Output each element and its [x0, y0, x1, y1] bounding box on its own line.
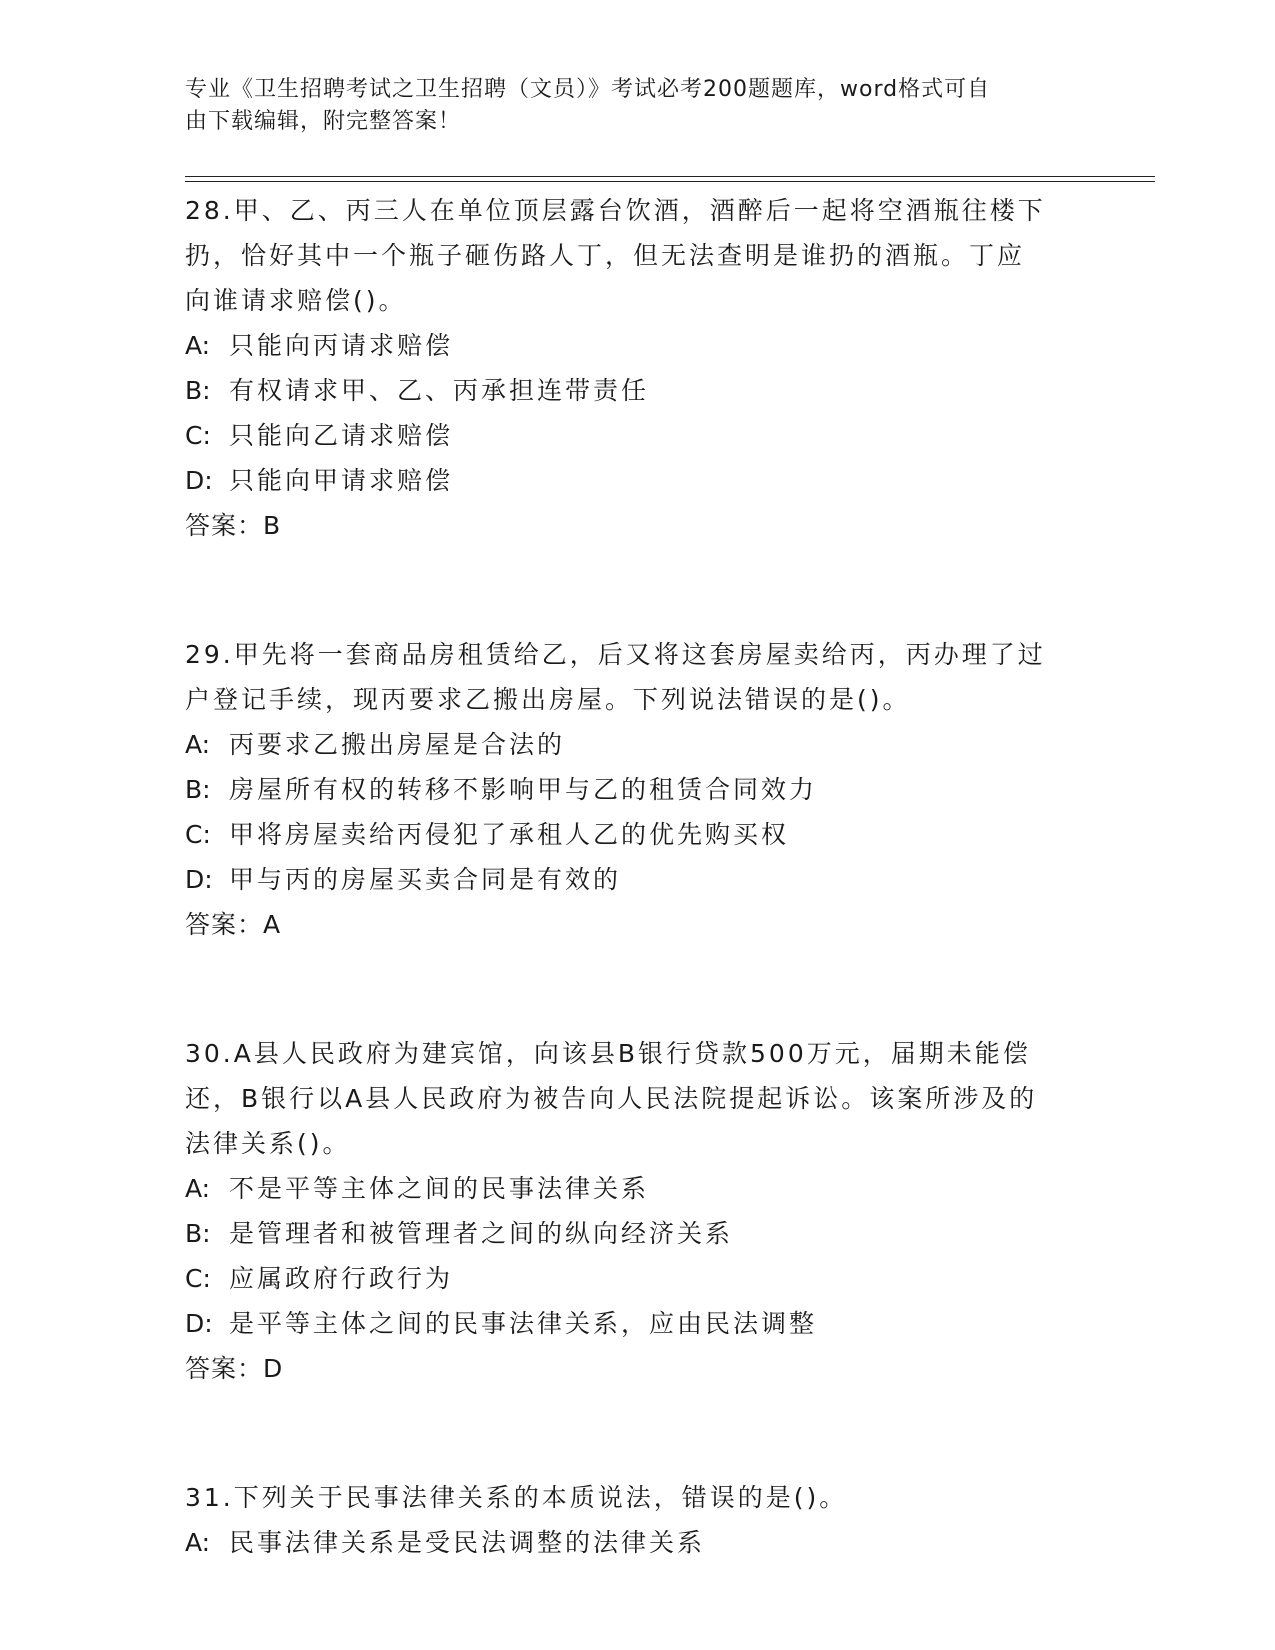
- header-divider-top: [185, 176, 1155, 177]
- question-stem: [185, 1031, 1085, 1166]
- question-stem: [185, 188, 1085, 323]
- option-text: 只能向甲请求赔偿: [229, 466, 454, 495]
- document-header: [185, 74, 1085, 138]
- stem-line: 法律关系()。: [185, 1129, 351, 1158]
- stem-line: 28.甲、乙、丙三人在单位顶层露台饮酒，酒醉后一起将空酒瓶往楼下: [185, 196, 1046, 225]
- option-text: 只能向丙请求赔偿: [229, 331, 454, 360]
- option-b: [185, 767, 1085, 812]
- option-key: A:: [185, 331, 211, 360]
- option-text: 应属政府行政行为: [229, 1264, 454, 1293]
- stem-line: 30.A县人民政府为建宾馆，向该县B银行贷款500万元，届期未能偿: [185, 1039, 1031, 1068]
- stem-line: 29.甲先将一套商品房租赁给乙，后又将这套房屋卖给丙，丙办理了过: [185, 640, 1046, 669]
- question-29: [185, 632, 1085, 947]
- header-divider-bottom: [185, 181, 1155, 182]
- option-d: [185, 857, 1085, 902]
- stem-line: 户登记手续，现丙要求乙搬出房屋。下列说法错误的是()。: [185, 685, 911, 714]
- stem-line: 向谁请求赔偿()。: [185, 286, 407, 315]
- option-key: C:: [185, 421, 211, 450]
- option-text: 只能向乙请求赔偿: [229, 421, 454, 450]
- option-key: A:: [185, 730, 211, 759]
- option-key: D:: [185, 1309, 213, 1338]
- stem-line: 扔，恰好其中一个瓶子砸伤路人丁，但无法查明是谁扔的酒瓶。丁应: [185, 241, 1026, 270]
- question-stem: [185, 632, 1085, 722]
- answer-label: 答案：D: [185, 1354, 284, 1383]
- option-d: [185, 458, 1085, 503]
- question-28: [185, 188, 1085, 548]
- option-key: B:: [185, 1219, 211, 1248]
- option-key: A:: [185, 1528, 211, 1557]
- option-text: 房屋所有权的转移不影响甲与乙的租赁合同效力: [229, 775, 818, 804]
- option-a: [185, 1520, 1085, 1565]
- option-key: D:: [185, 865, 213, 894]
- stem-line: 31.下列关于民事法律关系的本质说法，错误的是()。: [185, 1483, 848, 1512]
- option-c: [185, 413, 1085, 458]
- option-b: [185, 368, 1085, 413]
- question-31: [185, 1475, 1085, 1565]
- option-text: 甲将房屋卖给丙侵犯了承租人乙的优先购买权: [229, 820, 790, 849]
- option-text: 丙要求乙搬出房屋是合法的: [229, 730, 566, 759]
- answer-label: 答案：B: [185, 511, 282, 540]
- option-a: [185, 1166, 1085, 1211]
- option-key: C:: [185, 1264, 211, 1293]
- option-b: [185, 1211, 1085, 1256]
- option-key: B:: [185, 376, 211, 405]
- option-c: [185, 812, 1085, 857]
- option-a: [185, 722, 1085, 767]
- option-c: [185, 1256, 1085, 1301]
- question-30: [185, 1031, 1085, 1391]
- option-key: C:: [185, 820, 211, 849]
- option-text: 是管理者和被管理者之间的纵向经济关系: [229, 1219, 734, 1248]
- question-stem: [185, 1475, 1085, 1520]
- option-text: 有权请求甲、乙、丙承担连带责任: [229, 376, 650, 405]
- option-a: [185, 323, 1085, 368]
- option-key: B:: [185, 775, 211, 804]
- option-key: D:: [185, 466, 213, 495]
- option-text: 是平等主体之间的民事法律关系，应由民法调整: [229, 1309, 818, 1338]
- option-key: A:: [185, 1174, 211, 1203]
- stem-line: 还，B银行以A县人民政府为被告向人民法院提起诉讼。该案所涉及的: [185, 1084, 1038, 1113]
- option-d: [185, 1301, 1085, 1346]
- question-list: [185, 188, 1085, 1565]
- answer-label: 答案：A: [185, 910, 282, 939]
- option-text: 不是平等主体之间的民事法律关系: [229, 1174, 650, 1203]
- option-text: 民事法律关系是受民法调整的法律关系: [229, 1528, 706, 1557]
- header-line-1: 专业《卫生招聘考试之卫生招聘（文员）》考试必考200题题库，word格式可自: [185, 77, 991, 102]
- option-text: 甲与丙的房屋买卖合同是有效的: [229, 865, 622, 894]
- header-line-2: 由下载编辑，附完整答案！: [185, 109, 462, 134]
